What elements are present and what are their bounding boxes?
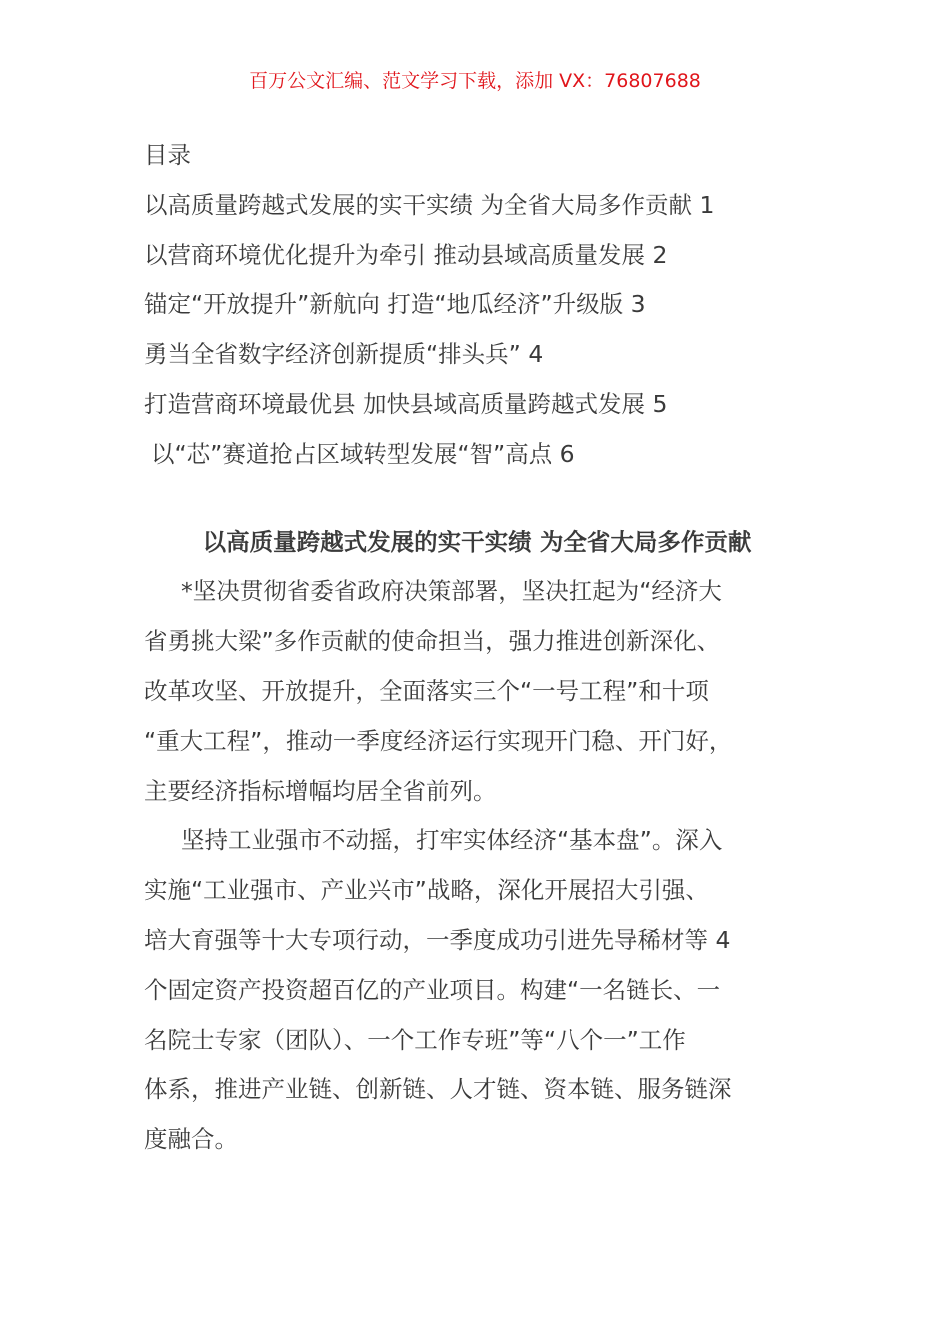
paragraph-line: *坚决贯彻省委省政府决策部署，坚决扛起为“经济大 <box>181 577 722 606</box>
toc-item[interactable]: 以“芯”赛道抢占区域转型发展“智”高点 6 <box>151 439 575 468</box>
toc-item[interactable]: 以营商环境优化提升为牵引 推动县域高质量发展 2 <box>144 240 668 269</box>
toc-item[interactable]: 勇当全省数字经济创新提质“排头兵” 4 <box>144 340 544 369</box>
paragraph-line: “重大工程”，推动一季度经济运行实现开门稳、开门好， <box>144 726 733 755</box>
paragraph-line: 个固定资产投资超百亿的产业项目。构建“一名链长、一 <box>144 975 721 1004</box>
paragraph-line: 培大育强等十大专项行动，一季度成功引进先导稀材等 4 <box>144 925 731 954</box>
paragraph-line: 坚持工业强市不动摇，打牢实体经济“基本盘”。深入 <box>181 826 723 855</box>
paragraph-line: 改革攻坚、开放提升，全面落实三个“一号工程”和十项 <box>144 676 709 705</box>
section-spacer <box>144 480 814 518</box>
toc-item[interactable]: 以高质量跨越式发展的实干实绩 为全省大局多作贡献 1 <box>144 190 715 219</box>
toc-item[interactable]: 打造营商环境最优县 加快县域高质量跨越式发展 5 <box>144 389 668 418</box>
promo-banner: 百万公文汇编、范文学习下载，添加 VX：76807688 <box>249 70 701 92</box>
article-paragraph <box>144 567 814 816</box>
paragraph-line: 度融合。 <box>144 1125 238 1154</box>
paragraph-line: 实施“工业强市、产业兴市”战略，深化开展招大引强、 <box>144 876 709 905</box>
article-title: 以高质量跨越式发展的实干实绩 为全省大局多作贡献 <box>202 527 752 556</box>
table-of-contents <box>144 131 814 480</box>
paragraph-line: 省勇挑大梁”多作贡献的使命担当，强力推进创新深化、 <box>144 627 721 656</box>
paragraph-line: 名院士专家（团队）、一个工作专班”等“八个一”工作 <box>144 1025 686 1054</box>
paragraph-line: 主要经济指标增幅均居全省前列。 <box>144 776 497 805</box>
paragraph-line: 体系，推进产业链、创新链、人才链、资本链、服务链深 <box>144 1075 732 1104</box>
document-body <box>144 131 814 1165</box>
toc-title: 目录 <box>144 141 191 169</box>
article-paragraph <box>144 816 814 1165</box>
toc-item[interactable]: 锚定“开放提升”新航向 打造“地瓜经济”升级版 3 <box>144 290 646 319</box>
